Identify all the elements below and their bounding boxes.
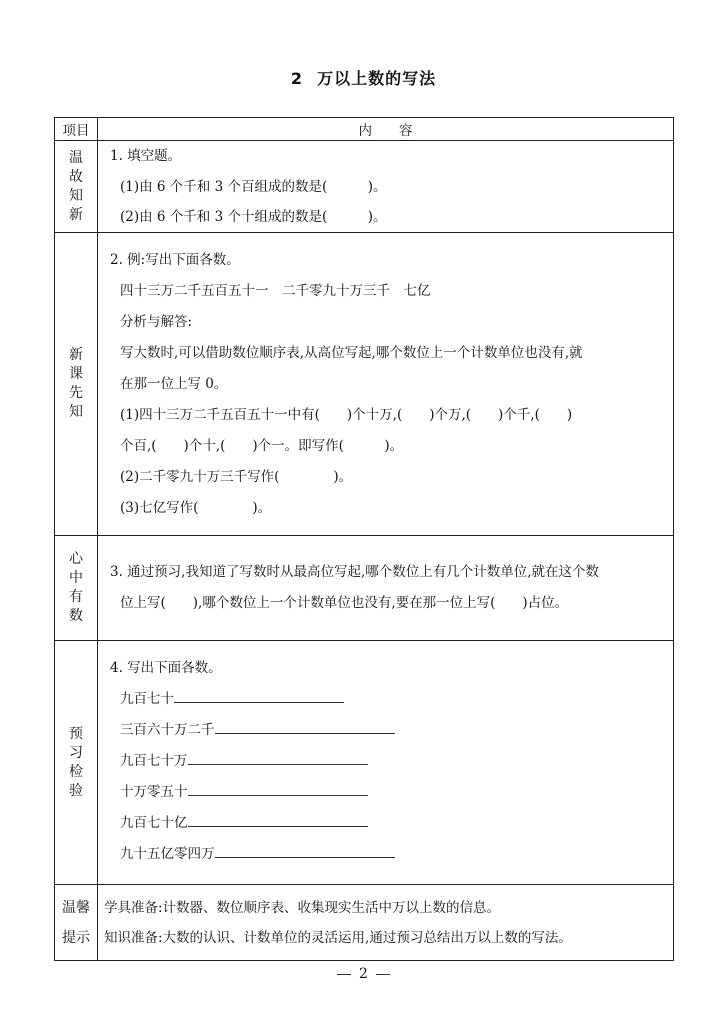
mind-label: 心中有数	[69, 551, 83, 624]
new-lesson-row	[55, 233, 674, 536]
footer-dash-left	[337, 974, 351, 975]
check-item-text: 九十五亿零四万	[120, 846, 215, 862]
check-item	[98, 777, 673, 808]
footer-dash-right	[376, 974, 390, 975]
question-3-line-2: 位上写( ),哪个数位上一个计数单位也没有,要在那一位上写( )占位。	[120, 595, 569, 611]
new-lesson-content	[98, 233, 674, 536]
knowledge-prep: 知识准备:大数的认识、计数单位的灵活运用,通过预习总结出万以上数的写法。	[104, 929, 572, 946]
check-item-text: 十万零五十	[120, 784, 188, 800]
review-label-cell	[55, 141, 98, 233]
question-2-heading: 2. 例:写出下面各数。	[110, 252, 240, 268]
answer-blank[interactable]	[188, 751, 368, 765]
question-4-heading: 4. 写出下面各数。	[110, 660, 222, 676]
check-label: 预习检验	[69, 725, 83, 799]
answer-blank[interactable]	[188, 782, 368, 796]
answer-blank[interactable]	[215, 720, 395, 734]
new-lesson-label: 新课先知	[69, 347, 83, 420]
check-item	[98, 839, 673, 870]
sub-question-2: (2)二千零九十万三千写作( )。	[120, 469, 353, 485]
mind-row	[55, 536, 674, 641]
check-item-text: 九百七十亿	[120, 815, 188, 831]
check-item	[98, 808, 673, 839]
check-item-text: 三百六十万二千	[120, 722, 215, 738]
worksheet-table	[54, 117, 674, 961]
header-row	[55, 118, 674, 141]
answer-blank[interactable]	[174, 689, 344, 703]
answer-blank[interactable]	[215, 844, 395, 858]
check-item	[98, 715, 673, 746]
example-numbers: 四十三万二千五百五十一 二千零九十万三千 七亿	[120, 283, 431, 299]
sub-question-3: (3)七亿写作( )。	[120, 500, 272, 516]
lesson-title: 万以上数的写法	[317, 69, 437, 88]
check-item	[98, 684, 673, 715]
question-1-item-1: (1)由 6 个千和 3 个百组成的数是( )。	[120, 179, 387, 195]
page-number: 2	[359, 966, 368, 982]
question-3-line-1: 3. 通过预习,我知道了写数时从最高位写起,哪个数位上有几个计数单位,就在这个数	[110, 564, 600, 580]
mind-label-cell	[55, 536, 98, 641]
tips-label-cell	[55, 885, 98, 961]
tips-label-2: 提示	[62, 929, 90, 946]
tips-label-1: 温馨	[62, 899, 90, 916]
check-item-text: 九百七十	[120, 691, 174, 707]
page-footer	[0, 966, 727, 982]
lesson-number: 2	[290, 69, 304, 88]
mind-content	[98, 536, 674, 641]
check-content	[98, 641, 674, 885]
tips-row	[55, 885, 674, 961]
check-item	[98, 746, 673, 777]
question-1-heading: 1. 填空题。	[110, 148, 182, 164]
analysis-text-2: 在那一位上写 0。	[120, 376, 228, 392]
new-lesson-label-cell	[55, 233, 98, 536]
question-1-item-2: (2)由 6 个千和 3 个十组成的数是( )。	[120, 209, 387, 225]
review-row	[55, 141, 674, 233]
page-title	[0, 66, 727, 89]
answer-blank[interactable]	[188, 813, 368, 827]
tips-content	[98, 885, 674, 961]
analysis-text-1: 写大数时,可以借助数位顺序表,从高位写起,哪个数位上一个计数单位也没有,就	[120, 345, 583, 361]
sub-question-1-line-2: 个百,( )个十,( )个一。即写作( )。	[120, 438, 404, 454]
check-item-text: 九百七十万	[120, 753, 188, 769]
check-label-cell	[55, 641, 98, 885]
review-content	[98, 141, 674, 233]
content-column-header: 内 容	[98, 118, 674, 141]
check-row	[55, 641, 674, 885]
tools-prep: 学具准备:计数器、数位顺序表、收集现实生活中万以上数的信息。	[104, 899, 501, 916]
sub-question-1-line-1: (1)四十三万二千五百五十一中有( )个十万,( )个万,( )个千,( )	[120, 407, 573, 423]
item-column-header: 项目	[55, 118, 98, 141]
review-label: 温故知新	[69, 149, 83, 223]
analysis-heading: 分析与解答:	[120, 314, 193, 330]
